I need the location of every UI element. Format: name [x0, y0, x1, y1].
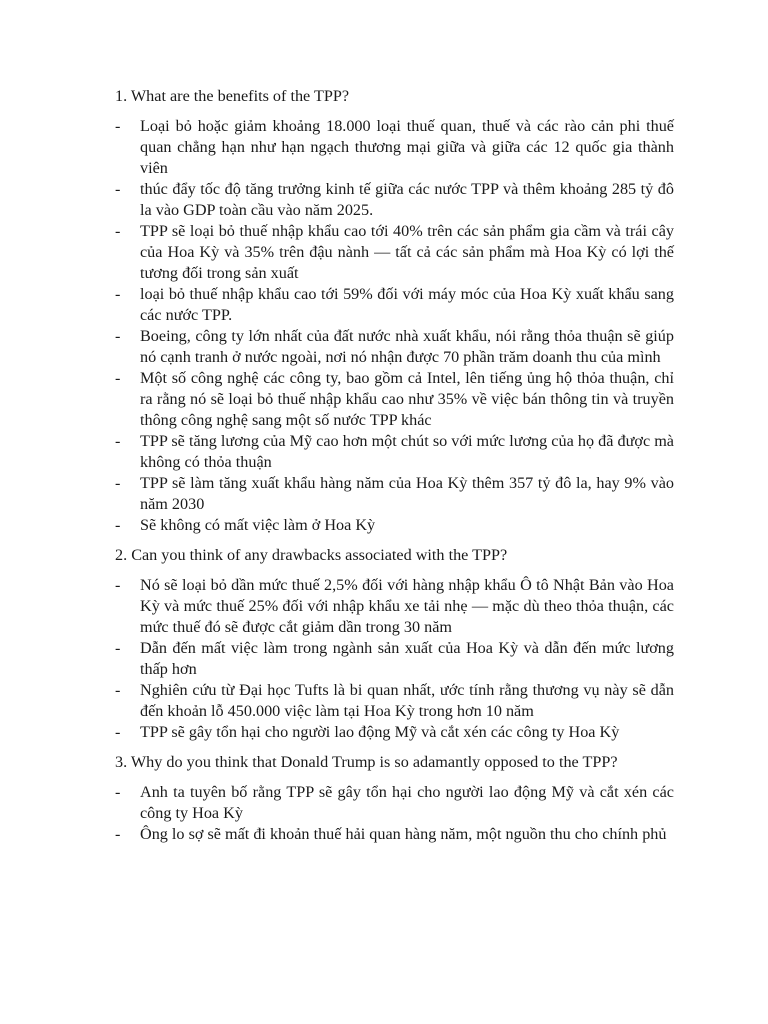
list-item: - Một số công nghệ các công ty, bao gồm cả Intel, lên tiếng ủng hộ thỏa thuận, chỉ ra rằng nó sẽ loại bỏ thuế nhập khẩu cao như 35% về việc bán thông tin và truyền thông công nghệ sang một số nước TPP khác: [115, 369, 674, 429]
list-item-text: TPP sẽ gây tổn hại cho người lao động Mỹ và cắt xén các công ty Hoa Kỳ: [140, 723, 620, 741]
list-item-text: Boeing, công ty lớn nhất của đất nước nhà xuất khẩu, nói rằng thỏa thuận sẽ giúp nó cạnh tranh ở nước ngoài, nơi nó nhận được 70 phần trăm doanh thu của mình: [140, 327, 674, 366]
list-item: - Anh ta tuyên bố rằng TPP sẽ gây tổn hại cho người lao động Mỹ và cắt xén các công ty Hoa Kỳ: [115, 783, 674, 822]
list-item: - TPP sẽ loại bỏ thuế nhập khẩu cao tới 40% trên các sản phẩm gia cầm và trái cây của Hoa Kỳ và 35% trên đậu nành — tất cả các sản phẩm mà Hoa Kỳ có lợi thế tương đối trong sản xuất: [115, 222, 674, 282]
list-item: - thúc đẩy tốc độ tăng trưởng kinh tế giữa các nước TPP và thêm khoảng 285 tỷ đô la vào GDP toàn cầu vào năm 2025.: [115, 180, 674, 219]
list-item-text: Một số công nghệ các công ty, bao gồm cả Intel, lên tiếng ủng hộ thỏa thuận, chỉ ra rằng nó sẽ loại bỏ thuế nhập khẩu cao như 35% về việc bán thông tin và truyền thông công nghệ sang một số nước TPP khác: [140, 369, 674, 429]
list-item-text: Sẽ không có mất việc làm ở Hoa Kỳ: [140, 516, 376, 534]
answer-list-1: [115, 116, 674, 536]
list-item-text: TPP sẽ loại bỏ thuế nhập khẩu cao tới 40% trên các sản phẩm gia cầm và trái cây của Hoa Kỳ và 35% trên đậu nành — tất cả các sản phẩm mà Hoa Kỳ có lợi thế tương đối trong sản xuất: [140, 222, 674, 282]
list-item: - Dẫn đến mất việc làm trong ngành sản xuất của Hoa Kỳ và dẫn đến mức lương thấp hơn: [115, 639, 674, 678]
answer-list-2: [115, 575, 674, 743]
list-item: - TPP sẽ làm tăng xuất khẩu hàng năm của Hoa Kỳ thêm 357 tỷ đô la, hay 9% vào năm 2030: [115, 474, 674, 513]
list-item: - TPP sẽ gây tổn hại cho người lao động Mỹ và cắt xén các công ty Hoa Kỳ: [115, 723, 620, 741]
question-1: 1. What are the benefits of the TPP?: [115, 87, 350, 105]
list-item-text: TPP sẽ làm tăng xuất khẩu hàng năm của Hoa Kỳ thêm 357 tỷ đô la, hay 9% vào năm 2030: [140, 474, 674, 513]
list-item: - TPP sẽ tăng lương của Mỹ cao hơn một chút so với mức lương của họ đã được mà không có thỏa thuận: [115, 432, 674, 471]
list-item: - Ông lo sợ sẽ mất đi khoản thuế hải quan hàng năm, một nguồn thu cho chính phủ: [115, 825, 667, 843]
question-3: 3. Why do you think that Donald Trump is so adamantly opposed to the TPP?: [115, 753, 618, 771]
list-item-text: Ông lo sợ sẽ mất đi khoản thuế hải quan hàng năm, một nguồn thu cho chính phủ: [140, 825, 667, 843]
list-item: - Nghiên cứu từ Đại học Tufts là bi quan nhất, ước tính rằng thương vụ này sẽ dẫn đến khoản lỗ 450.000 việc làm tại Hoa Kỳ trong hơn 10 năm: [115, 681, 674, 720]
question-2: 2. Can you think of any drawbacks associated with the TPP?: [115, 546, 508, 564]
list-item: - Nó sẽ loại bỏ dần mức thuế 2,5% đối với hàng nhập khẩu Ô tô Nhật Bản vào Hoa Kỳ và mức thuế 25% đối với nhập khẩu xe tải nhẹ — mặc dù theo thỏa thuận, các mức thuế đó sẽ được cắt giảm dần trong 30 năm: [115, 576, 674, 636]
list-item-text: Loại bỏ hoặc giảm khoảng 18.000 loại thuế quan, thuế và các rào cản phi thuế quan chẳng hạn như hạn ngạch thương mại giữa và giữa các 12 quốc gia thành viên: [140, 117, 674, 177]
document-page: [115, 86, 674, 854]
list-item-text: Anh ta tuyên bố rằng TPP sẽ gây tổn hại cho người lao động Mỹ và cắt xén các công ty Hoa Kỳ: [140, 783, 674, 822]
list-item-text: Nghiên cứu từ Đại học Tufts là bi quan nhất, ước tính rằng thương vụ này sẽ dẫn đến khoản lỗ 450.000 việc làm tại Hoa Kỳ trong hơn 10 năm: [140, 681, 674, 720]
list-item-text: thúc đẩy tốc độ tăng trưởng kinh tế giữa các nước TPP và thêm khoảng 285 tỷ đô la vào GDP toàn cầu vào năm 2025.: [140, 180, 674, 219]
list-item: - Loại bỏ hoặc giảm khoảng 18.000 loại thuế quan, thuế và các rào cản phi thuế quan chẳng hạn như hạn ngạch thương mại giữa và giữa các 12 quốc gia thành viên: [115, 117, 674, 177]
answer-list-3: [115, 782, 674, 845]
list-item-text: loại bỏ thuế nhập khẩu cao tới 59% đối với máy móc của Hoa Kỳ xuất khẩu sang các nước TPP.: [140, 285, 674, 324]
list-item-text: Dẫn đến mất việc làm trong ngành sản xuất của Hoa Kỳ và dẫn đến mức lương thấp hơn: [140, 639, 674, 678]
list-item-text: TPP sẽ tăng lương của Mỹ cao hơn một chút so với mức lương của họ đã được mà không có thỏa thuận: [140, 432, 674, 471]
list-item: - Boeing, công ty lớn nhất của đất nước nhà xuất khẩu, nói rằng thỏa thuận sẽ giúp nó cạnh tranh ở nước ngoài, nơi nó nhận được 70 phần trăm doanh thu của mình: [115, 327, 674, 366]
list-item-text: Nó sẽ loại bỏ dần mức thuế 2,5% đối với hàng nhập khẩu Ô tô Nhật Bản vào Hoa Kỳ và mức thuế 25% đối với nhập khẩu xe tải nhẹ — mặc dù theo thỏa thuận, các mức thuế đó sẽ được cắt giảm dần trong 30 năm: [140, 576, 674, 636]
list-item: - loại bỏ thuế nhập khẩu cao tới 59% đối với máy móc của Hoa Kỳ xuất khẩu sang các nước TPP.: [115, 285, 674, 324]
list-item: - Sẽ không có mất việc làm ở Hoa Kỳ: [115, 516, 376, 534]
